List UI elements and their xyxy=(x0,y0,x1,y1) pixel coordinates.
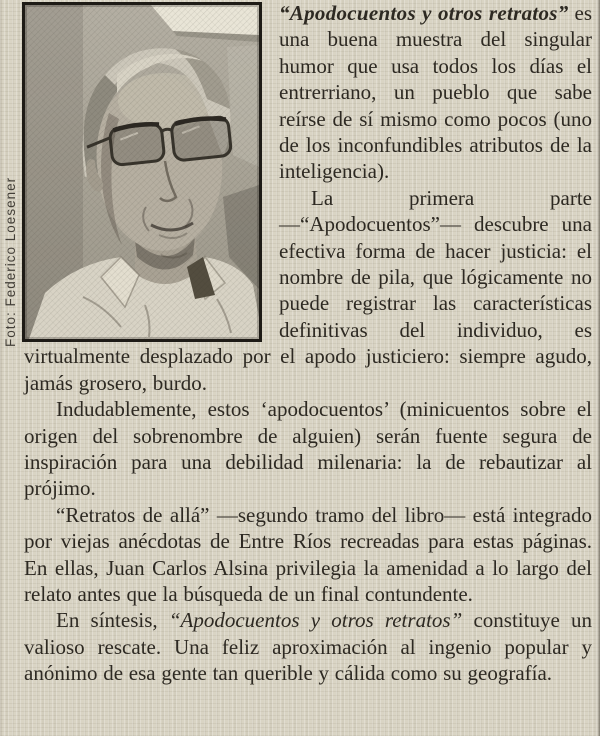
closing-post: constituye un valioso rescate. Una feliz aproximación al ingenio popular y anónimo de esa gente tan querible y cálida como su geografía. xyxy=(24,608,592,686)
closing-pre: En síntesis, xyxy=(56,608,169,633)
book-title: “Apodocuentos y otros retratos” xyxy=(279,1,569,25)
photo-frame xyxy=(22,2,262,342)
photo-credit: Foto: Federico Loesener xyxy=(3,176,18,347)
paragraph-intro-text: es una buena muestra del singular humor que usa todos los días el entrerriano, un pueblo que sabe reírse de sí mismo como pocos (uno de los inconfundibles atributos de la inteligencia). xyxy=(279,1,592,184)
paragraph-first-part: La primera parte —“Apodocuentos”— descubre una efectiva forma de hacer justicia: el nombre de pila, que lógicamente no puede registrar las características definitivas del individuo, es virtualmente desplazado por el apodo justiciero: siempre agudo, jamás grosero, burdo. xyxy=(24,185,592,395)
paragraph-apodocuentos: Indudablemente, estos ‘apodocuentos’ (minicuentos sobre el origen del sobrenombre de alguien) serán fuente segura de inspiración para una debilidad milenaria: la de rebautizar al prójimo. xyxy=(24,397,592,501)
paragraph-retratos: “Retratos de allá” —segundo tramo del libro— está integrado por viejas anécdotas de Entre Ríos recreadas para estas páginas. En ellas, Juan Carlos Alsina privilegia la amenidad a lo largo del relato antes que la búsqueda de un final contundente. xyxy=(24,502,592,606)
paragraph-closing xyxy=(24,607,592,686)
book-title: “Apodocuentos y otros retratos” xyxy=(168,608,463,633)
portrait-photo xyxy=(24,0,279,342)
portrait-illustration xyxy=(25,5,259,339)
